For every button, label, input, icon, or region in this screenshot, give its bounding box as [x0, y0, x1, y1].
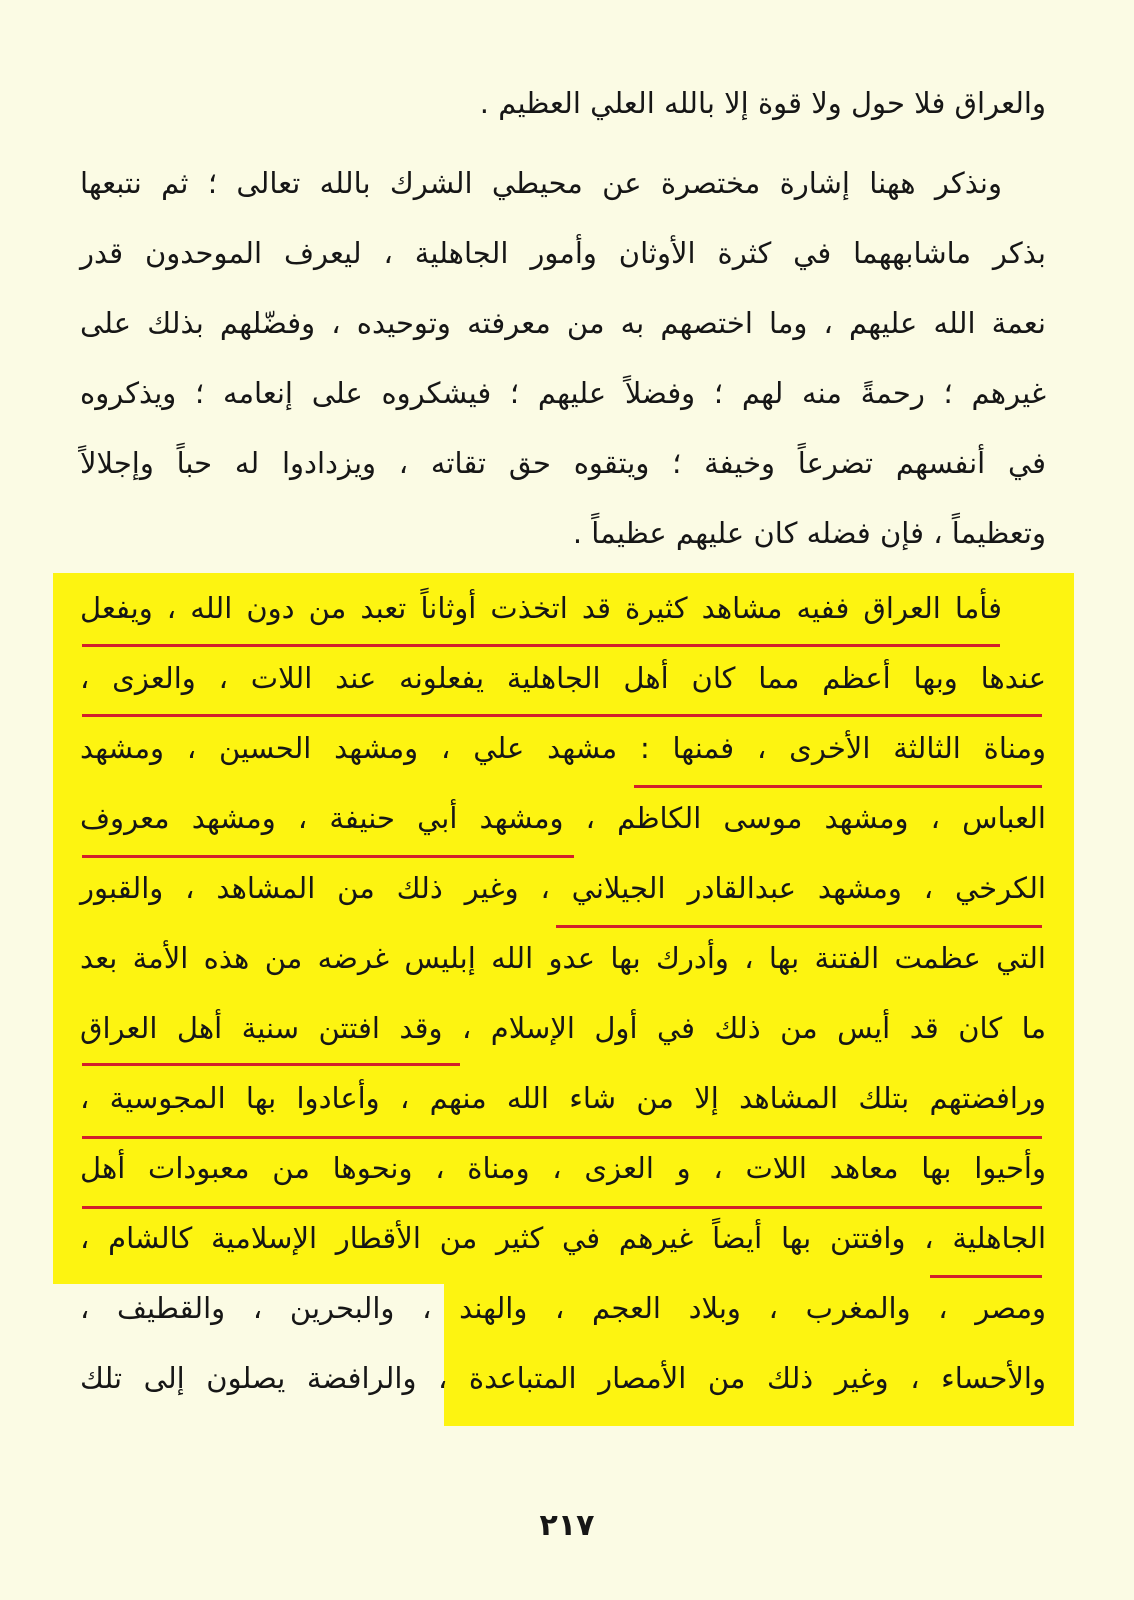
red-underline: [82, 1136, 1042, 1139]
text-line-16: وأحيوا بها معاهد اللات ، و العزى ، ومناة ، ونحوها من معبودات أهل: [80, 1151, 1046, 1185]
text-line-12: الكرخي ، ومشهد عبدالقادر الجيلاني ، وغير ذلك من المشاهد ، والقبور: [80, 871, 1046, 905]
red-underline: [82, 855, 574, 858]
red-underline: [82, 1063, 460, 1066]
red-underline: [634, 785, 1042, 788]
red-underline: [82, 714, 1042, 717]
page-number: ٢١٧: [539, 1508, 595, 1543]
text-line-2: ونذكر ههنا إشارة مختصرة عن محيطي الشرك بالله تعالى ؛ ثم نتبعها: [80, 166, 1002, 200]
red-underline: [82, 644, 1000, 647]
text-line-19: والأحساء ، وغير ذلك من الأمصار المتباعدة ، والرافضة يصلون إلى تلك: [80, 1361, 1046, 1395]
text-line-1: والعراق فلا حول ولا قوة إلا بالله العلي العظيم .: [479, 86, 1046, 120]
text-line-17: الجاهلية ، وافتتن بها أيضاً غيرهم في كثير من الأقطار الإسلامية كالشام ،: [80, 1221, 1046, 1255]
text-line-13: التي عظمت الفتنة بها ، وأدرك بها عدو الله إبليس غرضه من هذه الأمة بعد: [80, 941, 1046, 975]
text-line-4: نعمة الله عليهم ، وما اختصهم به من معرفته وتوحيده ، وفضّلهم بذلك على: [80, 306, 1046, 340]
text-line-18: ومصر ، والمغرب ، وبلاد العجم ، والهند ، والبحرين ، والقطيف ،: [80, 1291, 1046, 1325]
text-line-14: ما كان قد أيس من ذلك في أول الإسلام ، وقد افتتن سنية أهل العراق: [80, 1011, 1046, 1045]
text-line-3: بذكر ماشابههما في كثرة الأوثان وأمور الجاهلية ، ليعرف الموحدون قدر: [80, 236, 1046, 270]
text-line-10: ومناة الثالثة الأخرى ، فمنها : مشهد علي ، ومشهد الحسين ، ومشهد: [80, 731, 1046, 765]
text-line-15: ورافضتهم بتلك المشاهد إلا من شاء الله منهم ، وأعادوا بها المجوسية ،: [80, 1081, 1046, 1115]
red-underline: [556, 925, 1042, 928]
text-line-11: العباس ، ومشهد موسى الكاظم ، ومشهد أبي حنيفة ، ومشهد معروف: [80, 801, 1046, 835]
text-line-5: غيرهم ؛ رحمةً منه لهم ؛ وفضلاً عليهم ؛ فيشكروه على إنعامه ؛ ويذكروه: [80, 376, 1046, 410]
text-line-6: في أنفسهم تضرعاً وخيفة ؛ ويتقوه حق تقاته ، ويزدادوا له حباً وإجلالاً: [80, 446, 1046, 480]
red-underline: [82, 1206, 1042, 1209]
text-line-9: عندها وبها أعظم مما كان أهل الجاهلية يفعلونه عند اللات ، والعزى ،: [80, 661, 1046, 695]
text-line-7: وتعظيماً ، فإن فضله كان عليهم عظيماً .: [572, 516, 1046, 550]
red-underline: [930, 1275, 1042, 1278]
text-line-8: فأما العراق ففيه مشاهد كثيرة قد اتخذت أوثاناً تعبد من دون الله ، ويفعل: [80, 591, 1002, 625]
